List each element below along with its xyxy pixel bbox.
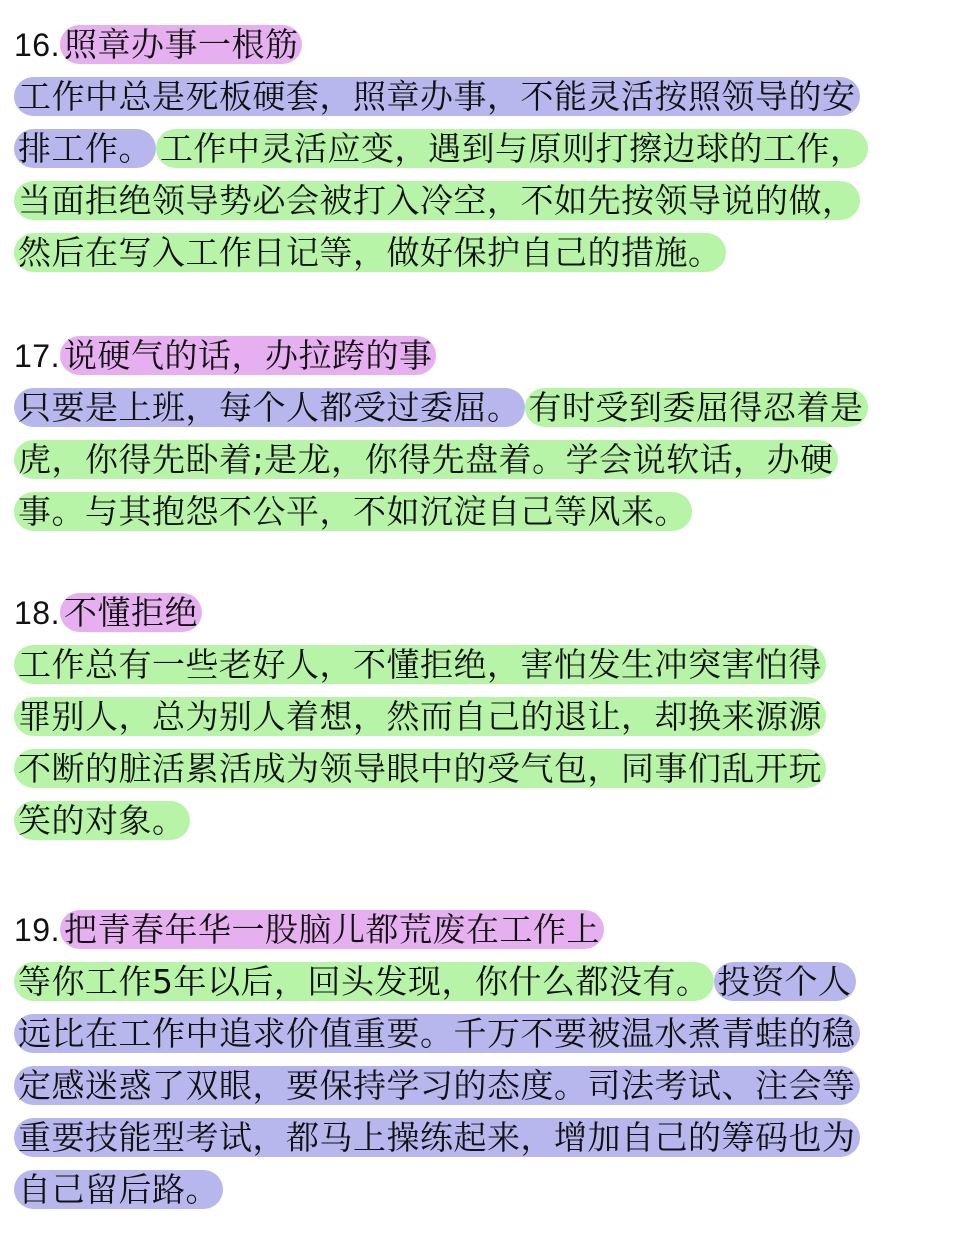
highlight-green-text: 罪别人，总为别人着想，然而自己的退让，却换来源源 — [14, 697, 826, 736]
section-heading — [14, 590, 202, 636]
highlight-green-text: 虎，你得先卧着;是龙，你得先盘着。学会说软话，办硬 — [14, 440, 838, 479]
section-heading — [14, 907, 604, 953]
body-line — [14, 959, 856, 1005]
highlight-green-text: 然后在写入工作日记等，做好保护自己的措施。 — [14, 233, 726, 272]
section-number: 18. — [14, 595, 60, 631]
highlight-blue-text: 工作中总是死板硬套，照章办事，不能灵活按照领导的安 — [14, 77, 860, 116]
body-line — [14, 746, 826, 792]
section-heading — [14, 22, 302, 68]
body-line — [14, 126, 868, 172]
highlight-green-text: 事。与其抱怨不公平，不如沉淀自己等风来。 — [14, 492, 692, 531]
section-title: 说硬气的话，办拉跨的事 — [60, 336, 437, 375]
highlight-blue-text: 远比在工作中追求价值重要。千万不要被温水煮青蛙的稳 — [14, 1014, 860, 1053]
highlight-green-text: 工作中灵活应变，遇到与原则打擦边球的工作， — [156, 129, 868, 168]
section-number: 17. — [14, 338, 60, 374]
body-line — [14, 178, 860, 224]
highlight-green-text: 不断的脏活累活成为领导眼中的受气包，同事们乱开玩 — [14, 749, 826, 788]
highlight-green-text: 笑的对象。 — [14, 801, 190, 840]
body-line — [14, 642, 826, 688]
body-line — [14, 694, 826, 740]
highlight-blue-text: 定感迷惑了双眼，要保持学习的态度。司法考试、注会等 — [14, 1066, 860, 1105]
section-number: 19. — [14, 912, 60, 948]
section-title: 不懂拒绝 — [60, 593, 202, 632]
highlight-blue-text: 自己留后路。 — [14, 1170, 223, 1209]
highlight-green-text: 工作总有一些老好人，不懂拒绝，害怕发生冲突害怕得 — [14, 645, 826, 684]
body-line — [14, 1115, 860, 1161]
body-line — [14, 74, 860, 120]
body-line — [14, 489, 692, 535]
highlight-blue-text: 投资个人 — [714, 962, 856, 1001]
highlight-green-text: 有时受到委屈得忍着是 — [525, 388, 868, 427]
highlight-green-text: 当面拒绝领导势必会被打入冷空，不如先按领导说的做， — [14, 181, 860, 220]
section-title: 照章办事一根筋 — [60, 25, 303, 64]
section-heading — [14, 333, 436, 379]
body-line — [14, 437, 838, 483]
highlight-blue-text: 重要技能型考试，都马上操练起来，增加自己的筹码也为 — [14, 1118, 860, 1157]
body-line — [14, 230, 726, 276]
section-number: 16. — [14, 27, 60, 63]
section-title: 把青春年华一股脑儿都荒废在工作上 — [60, 910, 604, 949]
body-line — [14, 1167, 223, 1213]
highlight-blue-text: 只要是上班，每个人都受过委屈。 — [14, 388, 525, 427]
body-line — [14, 385, 868, 431]
highlight-blue-text: 排工作。 — [14, 129, 156, 168]
body-line — [14, 1011, 860, 1057]
highlight-green-text: 等你工作5年以后，回头发现，你什么都没有。 — [14, 962, 714, 1001]
body-line — [14, 1063, 860, 1109]
body-line — [14, 798, 190, 844]
